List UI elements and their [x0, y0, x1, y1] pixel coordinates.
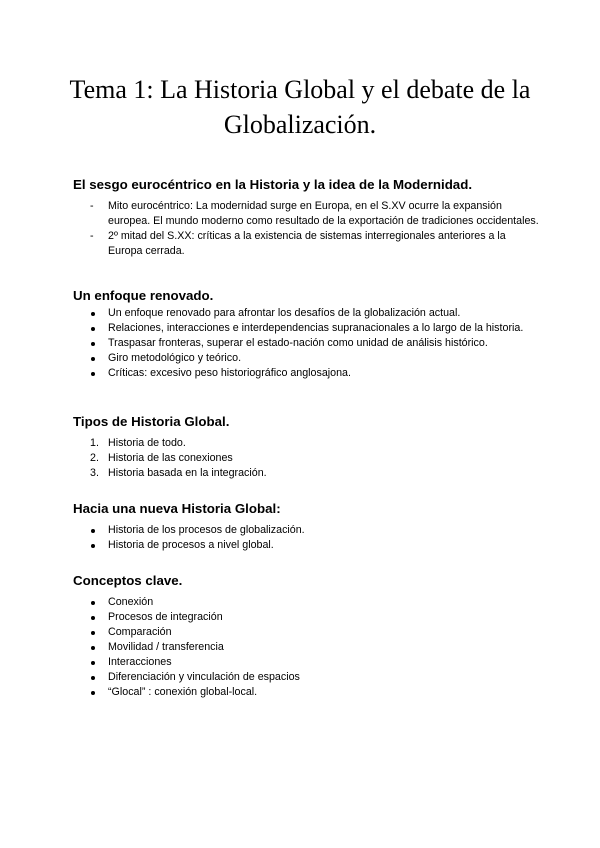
list-item: Comparación [73, 625, 540, 640]
list-item [73, 466, 540, 481]
list-item: Un enfoque renovado para afrontar los desafíos de la globalización actual. [73, 306, 540, 321]
list-item [73, 451, 540, 466]
list-item: Críticas: excesivo peso historiográfico anglosajona. [73, 366, 540, 381]
bullet-list [73, 595, 540, 700]
list-item: “Glocal” : conexión global-local. [73, 685, 540, 700]
numbered-list [73, 436, 540, 481]
bullet-list [73, 306, 540, 381]
list-item: - Mito eurocéntrico: La modernidad surge en Europa, en el S.XV ocurre la expansión europea. El mundo moderno como resultado de la exportación de tradiciones occidentales. [73, 199, 540, 229]
section-heading: Conceptos clave. [73, 573, 183, 588]
section-heading: Un enfoque renovado. [73, 288, 214, 303]
section-global-history-types [73, 413, 540, 481]
list-item: Movilidad / transferencia [73, 640, 540, 655]
list-number: 3. [90, 467, 99, 479]
list-item: Giro metodológico y teórico. [73, 351, 540, 366]
list-item-text: Historia de todo. [108, 437, 186, 449]
list-item: Historia de los procesos de globalización. [73, 523, 540, 538]
list-item: - 2º mitad del S.XX: críticas a la existencia de sistemas interregionales anteriores a la Europa cerrada. [73, 229, 540, 259]
list-number: 2. [90, 452, 99, 464]
list-number: 1. [90, 437, 99, 449]
section-renewed-approach [73, 287, 540, 381]
document-title [40, 72, 560, 142]
list-item-text: Historia de las conexiones [108, 452, 233, 464]
section-key-concepts [73, 572, 540, 700]
list-item: Conexión [73, 595, 540, 610]
list-item: Procesos de integración [73, 610, 540, 625]
section-eurocentric-bias [73, 176, 540, 259]
list-item: Diferenciación y vinculación de espacios [73, 670, 540, 685]
list-item: Interacciones [73, 655, 540, 670]
section-heading: El sesgo eurocéntrico en la Historia y la idea de la Modernidad. [73, 177, 473, 192]
list-item [73, 436, 540, 451]
bullet-list [73, 523, 540, 553]
list-item: Historia de procesos a nivel global. [73, 538, 540, 553]
list-item: Relaciones, interacciones e interdependencias supranacionales a lo largo de la historia. [73, 321, 540, 336]
dash-list [73, 199, 540, 259]
section-heading: Hacia una nueva Historia Global: [73, 501, 281, 516]
list-item-text: Historia basada en la integración. [108, 467, 267, 479]
title-line-1: Tema 1: La Historia Global y el debate de la [69, 75, 531, 104]
section-new-global-history [73, 500, 540, 553]
title-line-2: Globalización. [223, 110, 377, 139]
list-item: Traspasar fronteras, superar el estado-nación como unidad de análisis histórico. [73, 336, 540, 351]
section-heading: Tipos de Historia Global. [73, 414, 230, 429]
